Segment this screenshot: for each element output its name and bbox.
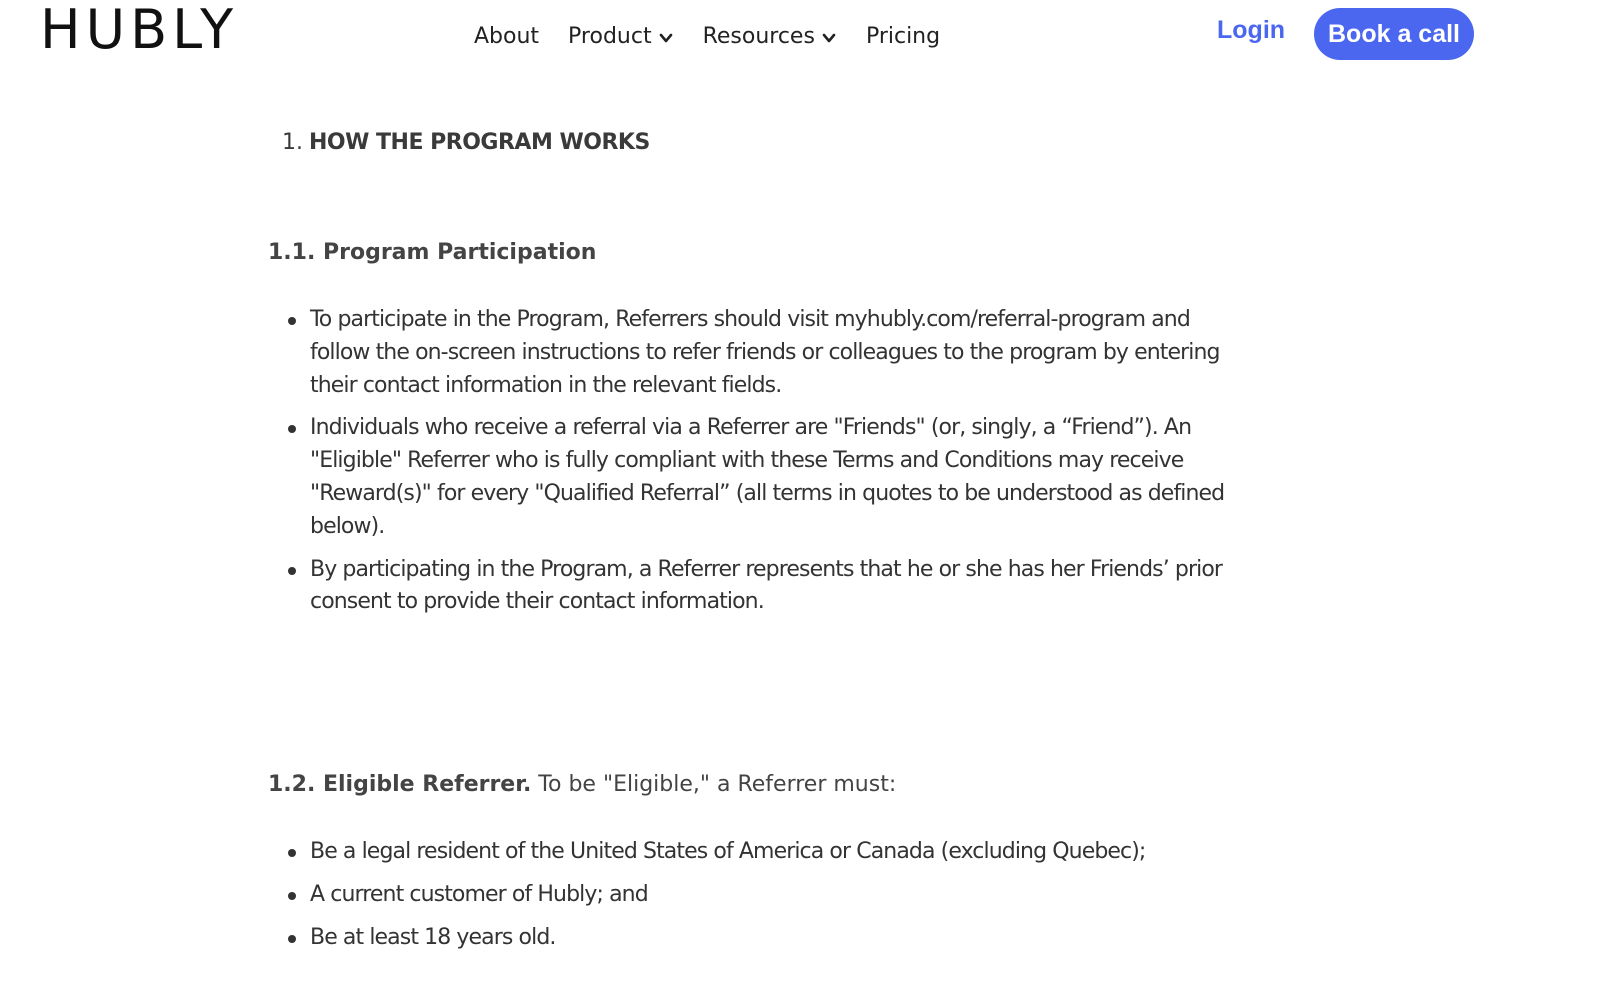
section-title: HOW THE PROGRAM WORKS (309, 130, 650, 155)
hubly-logo[interactable]: HUBLY (40, 0, 239, 61)
section-heading (282, 128, 650, 158)
eligible-referrer-text: To be "Eligible," a Referrer must: (531, 772, 897, 797)
nav-product-label: Product (568, 23, 652, 49)
eligible-referrer-heading (268, 770, 896, 800)
program-participation-heading (268, 238, 596, 268)
nav-about-label: About (474, 23, 540, 49)
eligible-referrer-label: 1.2. Eligible Referrer. (268, 772, 532, 797)
list-item: A current customer of Hubly; and (284, 879, 1244, 912)
participation-list (284, 304, 1244, 629)
list-item: To participate in the Program, Referrers should visit myhubly.com/referral-program and follow the on-screen instructions to refer friends or colleagues to the program by entering their contact information in the relevant fields. (284, 304, 1244, 402)
book-a-call-button[interactable]: Book a call (1314, 8, 1474, 60)
login-link[interactable]: Login (1217, 16, 1286, 44)
eligibility-list (284, 836, 1244, 964)
section-number: 1. (282, 130, 303, 155)
program-participation-label: 1.1. Program Participation (268, 240, 597, 265)
nav-pricing-label: Pricing (865, 23, 941, 49)
list-item: By participating in the Program, a Referrer represents that he or she has her Friends’ prior consent to provide their contact information. (284, 554, 1244, 620)
nav-resources-label: Resources (702, 23, 815, 49)
list-item: Individuals who receive a referral via a Referrer are "Friends" (or, singly, a “Friend”). An "Eligible" Referrer who is fully compliant with these Terms and Conditions may receive "Reward(s)" for every "Qualified Referral” (all terms in quotes to be understood as defined below). (284, 412, 1244, 543)
list-item: Be a legal resident of the United States of America or Canada (excluding Quebec); (284, 836, 1244, 869)
list-item: Be at least 18 years old. (284, 922, 1244, 955)
